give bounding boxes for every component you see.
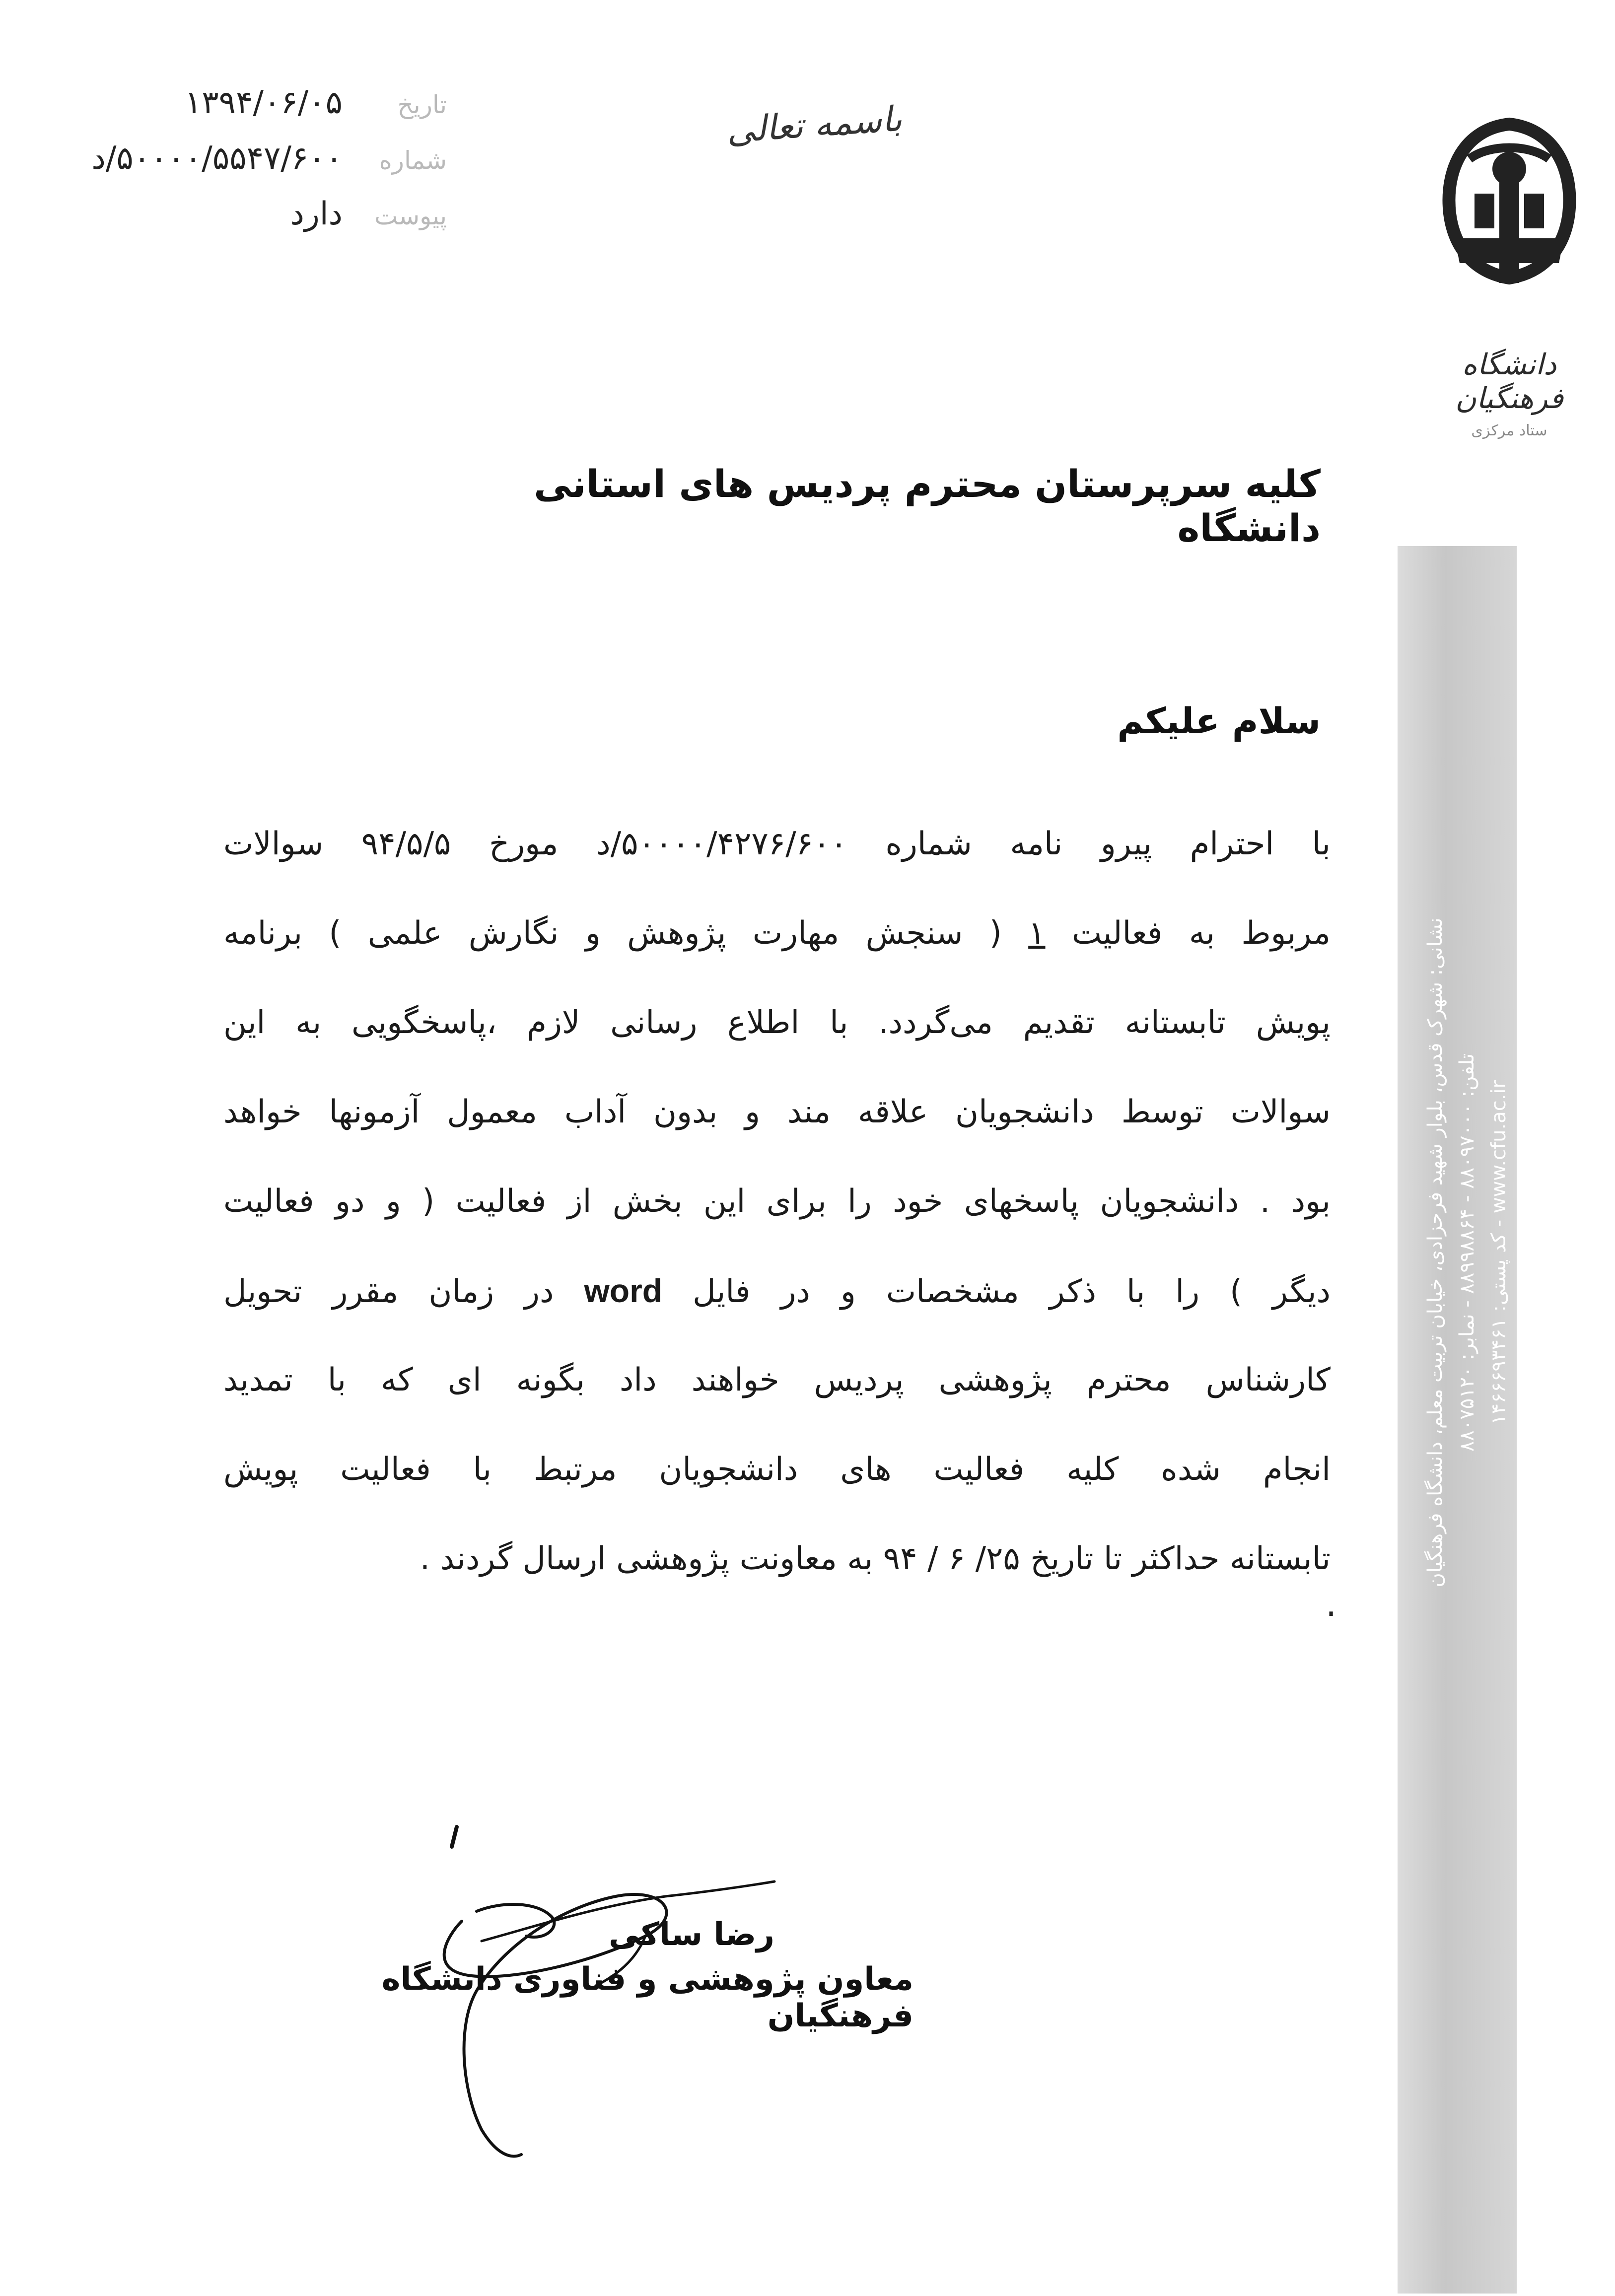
body-line-part: دیگر ) را با ذکر مشخصات و در فایل (662, 1273, 1331, 1310)
meta-date-row (20, 84, 447, 140)
body-line (223, 1246, 1331, 1335)
body-line: سوالات توسط دانشجویان علاقه مند و بدون آداب معمول آزمونها خواهد (223, 1094, 1331, 1130)
body-line-part: مربوط به فعالیت (1045, 915, 1331, 952)
greeting: سلام علیکم (1117, 700, 1321, 742)
meta-attachment-row (20, 196, 447, 251)
signatory-name: رضا ساکی (609, 1916, 774, 1953)
letter-body (223, 799, 1331, 1603)
word-file-term: word (584, 1272, 663, 1309)
address-line: نشانی: شهرک قدس، بلوار شهید فرحزادی، خیابان تربیت معلم، دانشگاه فرهنگیان (1424, 917, 1447, 1588)
letter-meta (20, 84, 447, 251)
logo-name: دانشگاه فرهنگیان (1455, 348, 1563, 415)
logo-subtitle: ستاد مرکزی (1471, 422, 1547, 439)
body-line: بود . دانشجویان پاسخهای خود را برای این بخش از فعالیت ( و دو فعالیت (223, 1183, 1331, 1220)
university-logo-icon (1435, 114, 1584, 348)
meta-date-label: تاریخ (397, 90, 447, 119)
meta-attachment-value: دارد (290, 196, 343, 232)
body-line-part: ( سنجش مهارت پژوهش و نگارش علمی ) برنامه (223, 915, 1029, 952)
invocation-heading: باسمه تعالی (725, 98, 904, 151)
body-line-part: در زمان مقرر تحویل (223, 1273, 584, 1310)
meta-attachment-label: پیوست (374, 202, 447, 230)
body-line: با احترام پیرو نامه شماره ۵۰۰۰۰/۴۲۷۶/۶۰۰/د مورخ ۹۴/۵/۵ سوالات (223, 826, 1331, 862)
meta-number-value: ۵۰۰۰۰/۵۵۴۷/۶۰۰/د (91, 140, 343, 177)
meta-number-label: شماره (379, 146, 447, 175)
body-line: تابستانه حداکثر تا تاریخ ۲۵/ ۶ / ۹۴ به معاونت پژوهشی ارسال گردند . (420, 1540, 1331, 1577)
activity-number: ۱ (1028, 915, 1046, 952)
stray-dot: . (1326, 1584, 1337, 1624)
body-line: پویش تابستانه تقدیم می‌گردد. با اطلاع رسانی لازم ،پاسخگویی به این (223, 1004, 1331, 1041)
body-line: انجام شده کلیه فعالیت های دانشجویان مرتبط با فعالیت پویش (223, 1451, 1331, 1488)
address-side-text (1398, 546, 1517, 2035)
website-line: www.cfu.ac.ir - کد پستی: ۱۴۶۶۶۹۳۴۶۱ (1487, 1080, 1510, 1425)
body-line: کارشناس محترم پژوهشی پردیس خواهند داد بگونه ای که با تمدید (223, 1362, 1331, 1398)
addressee-heading: کلیه سرپرستان محترم پردیس های استانی دانشگاه (534, 462, 1321, 550)
logo-caption (1425, 348, 1594, 439)
phone-line: تلفن: ۸۸۰۹۷۰۰۰ - ۸۸۹۹۸۸۶۴ - نمابر: ۸۸۰۷۵۱۲۰ (1456, 1053, 1478, 1452)
meta-number-row (20, 140, 447, 196)
body-line (223, 889, 1331, 978)
meta-date-value: ۱۳۹۴/۰۶/۰۵ (184, 84, 343, 121)
signatory-title: معاون پژوهشی و فناوری دانشگاه فرهنگیان (381, 1961, 913, 2034)
